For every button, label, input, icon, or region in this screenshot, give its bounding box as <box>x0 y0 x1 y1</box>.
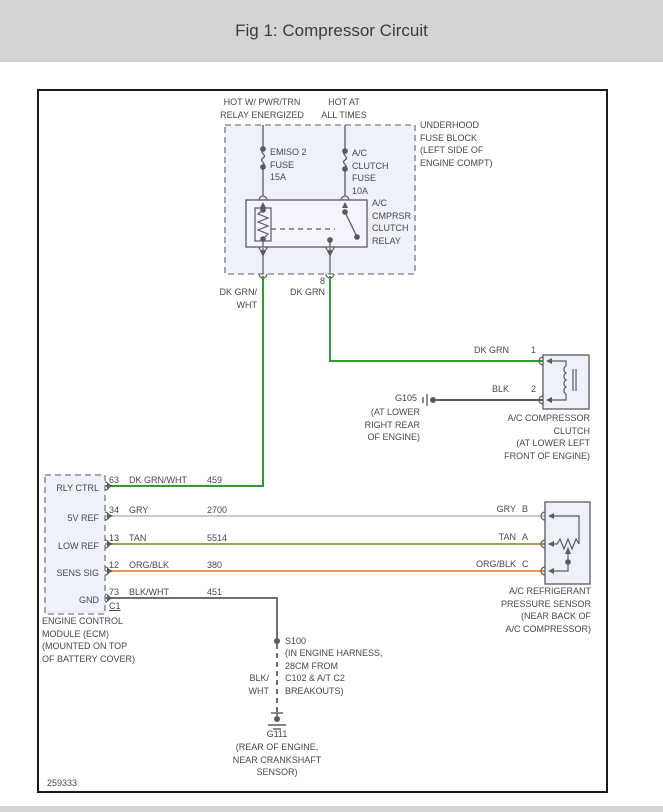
g105-location: (AT LOWER RIGHT REAR OF ENGINE) <box>364 407 420 442</box>
sensor-wire-label: TAN <box>498 532 516 542</box>
ecm-circuit-number: 380 <box>207 560 223 570</box>
ecm-circuit-number: 451 <box>207 587 223 597</box>
ecm-pin-name: GND <box>79 595 99 605</box>
ecm-circuit-number: 2700 <box>207 505 228 515</box>
fuse-left-label: EMISO 2 FUSE 15A <box>270 147 307 182</box>
fuse-block-pin-8: 8 <box>319 276 325 286</box>
g111-ground-icon <box>268 713 286 729</box>
s100-splice-icon <box>274 638 280 644</box>
ecm-wire-name: ORG/BLK <box>129 560 170 570</box>
ecm-connector-c1: C1 <box>109 601 121 611</box>
ecm-wire-name: GRY <box>129 505 149 515</box>
diagram-frame <box>37 89 608 793</box>
g111-location: (REAR OF ENGINE, NEAR CRANKSHAFT SENSOR) <box>232 742 322 777</box>
wire-label-blk-wht: BLK/ WHT <box>248 673 269 696</box>
ecm-pin-number: 63 <box>109 475 120 485</box>
power-label-right: HOT AT ALL TIMES <box>321 97 367 120</box>
footer-bar <box>0 806 663 812</box>
fuse-block-name: UNDERHOOD FUSE BLOCK (LEFT SIDE OF ENGINE COMPT) <box>420 120 493 168</box>
ecm-pin-number: 73 <box>109 587 120 597</box>
page-title: Fig 1: Compressor Circuit <box>235 21 428 40</box>
ecm-pin-name: LOW REF <box>57 541 99 551</box>
ecm-wire-name: DK GRN/WHT <box>129 475 187 485</box>
ecm-pin-number: 34 <box>109 505 120 515</box>
relay-name: A/C CMPRSR CLUTCH RELAY <box>372 198 412 246</box>
ecm-pin-number: 12 <box>109 560 120 570</box>
clutch-name: A/C COMPRESSOR CLUTCH (AT LOWER LEFT FRONT OF ENGINE) <box>504 413 590 461</box>
sensor-pin-letter: A <box>522 532 529 542</box>
fuse-right-label: A/C CLUTCH FUSE 10A <box>352 148 389 196</box>
s100-name: S100 <box>285 636 307 646</box>
g105-ground-icon <box>423 394 436 406</box>
power-label-left: HOT W/ PWR/TRN RELAY ENERGIZED <box>220 97 304 120</box>
ecm-pin-number: 13 <box>109 533 120 543</box>
ecm-name: ENGINE CONTROL MODULE (ECM) (MOUNTED ON TOP OF BATTERY COVER) <box>42 616 136 664</box>
clutch-pin-1: 1 <box>531 345 537 355</box>
sensor-wire-label: ORG/BLK <box>475 559 516 569</box>
document-number: 259333 <box>47 778 78 788</box>
ecm-pin-name: RLY CTRL <box>56 483 99 493</box>
g105-name: G105 <box>394 393 417 403</box>
sensor-wire-label: GRY <box>496 504 516 514</box>
wire-dk-grn <box>330 276 543 361</box>
wire-label-dk-grn-clutch: DK GRN <box>473 345 509 355</box>
ecm-circuit-number: 459 <box>207 475 223 485</box>
wire-label-dk-grn-wht: DK GRN/ WHT <box>219 287 257 310</box>
s100-desc: (IN ENGINE HARNESS, 28CM FROM C102 & A/T C2 BREAKOUTS) <box>285 648 383 696</box>
sensor-pin-letter: C <box>522 559 529 569</box>
g111-name: G111 <box>266 729 288 739</box>
wire-label-dk-grn: DK GRN <box>289 287 325 297</box>
ecm-wire-name: TAN <box>129 533 147 543</box>
ecm-pin-name: SENS SIG <box>56 568 99 578</box>
sensor-name: A/C REFRIGERANT PRESSURE SENSOR (NEAR BACK OF A/C COMPRESSOR) <box>500 586 591 634</box>
sensor-pin-letter: B <box>522 504 529 514</box>
ecm-wire-name: BLK/WHT <box>129 587 170 597</box>
wire-label-blk: BLK <box>491 384 509 394</box>
ecm-circuit-number: 5514 <box>207 533 228 543</box>
clutch-pin-2: 2 <box>531 384 537 394</box>
ecm-pin-name: 5V REF <box>67 513 99 523</box>
